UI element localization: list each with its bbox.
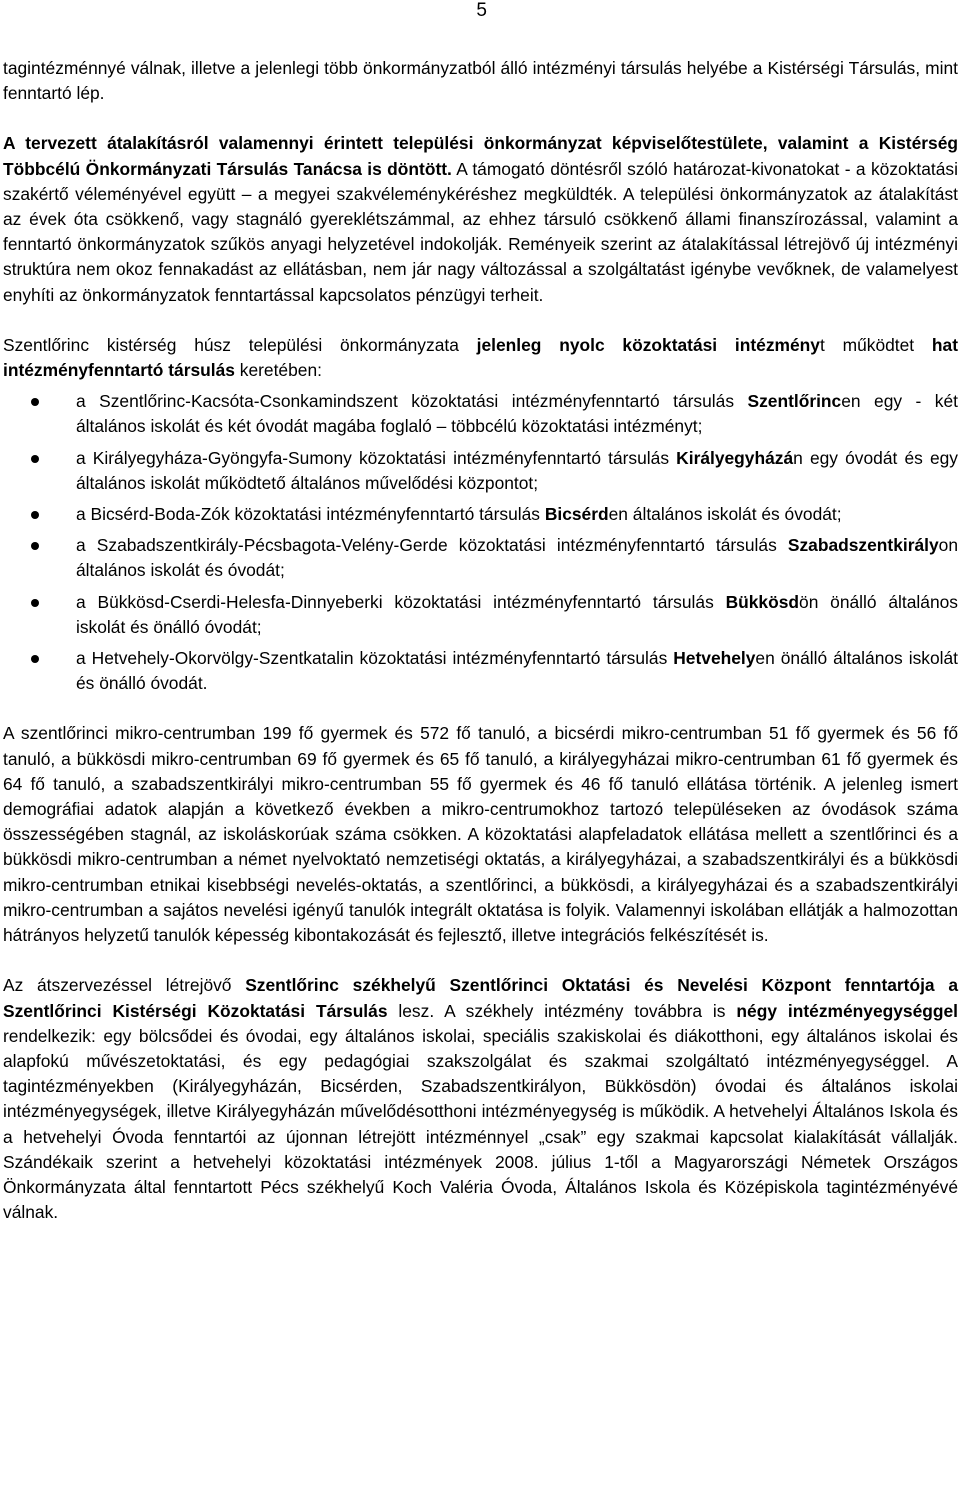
association-list xyxy=(3,389,958,696)
list-item xyxy=(3,590,958,640)
list-item-text: ön önálló általános iskolát és önálló óvodát; xyxy=(76,591,958,637)
paragraph-1: tagintézménnyé válnak, illetve a jelenlegi több önkormányzatból álló intézményi társulás helyébe a Kistérségi Társulás, mint fenntartó lép. xyxy=(3,58,958,104)
list-item xyxy=(3,446,958,496)
bullet-icon xyxy=(31,655,39,663)
bullet-icon xyxy=(31,398,39,406)
bullet-icon xyxy=(31,511,39,519)
list-item-text: a Királyegyháza-Gyöngyfa-Sumony közoktatási intézményfenntartó társulás xyxy=(76,447,677,468)
paragraph-5-bold: Szentlőrinc székhelyű Szentlőrinci Oktatási és Nevelési Központ fenntartója a Szentlőrinci Kistérségi Közoktatási Társulás xyxy=(3,975,958,1021)
paragraph-5-bold: négy intézményegységgel xyxy=(736,1000,958,1021)
paragraph-3-text: keretében: xyxy=(234,360,322,381)
list-item-text: en általános iskolát és óvodát; xyxy=(608,504,842,525)
paragraph-2-bold: A tervezett átalakításról valamennyi érintett települési önkormányzat képviselőtestülete, valamint a Kistérség Többcélú Önkormányzati Társulás Tanácsa is döntött. xyxy=(3,133,958,179)
bullet-icon xyxy=(31,599,39,607)
list-item-text: a Szentlőrinc-Kacsóta-Csonkamindszent közoktatási intézményfenntartó társulás xyxy=(76,391,748,412)
list-item-text: en önálló általános iskolát és önálló óvodát. xyxy=(76,648,958,694)
paragraph-3 xyxy=(3,333,958,383)
paragraph-3-text: Szentlőrinc kistérség húsz települési önkormányzata xyxy=(3,334,477,355)
paragraph-4: A szentlőrinci mikro-centrumban 199 fő gyermek és 572 fő tanuló, a bicsérdi mikro-centrumban 51 fő gyermek és 56 fő tanuló, a bükkösdi mikro-centrumban 69 fő gyermek és 65 fő tanuló, a királyegyházai mikro-centrumban 61 fő gyermek és 64 fő tanuló, a szabadszentkirályi mikro-centrumban 55 fő gyermek és 46 fő tanuló ellátása történik. A jelenleg ismert demográfiai adatok alapján a következő években a mikro-centrumokhoz tartozó településeken az óvodások száma összességében stagnál, az iskoláskorúak száma csökken. A közoktatási alapfeladatok ellátása mellett a szentlőrinci és a bükkösdi mikro-centrumban a német nyelvoktató nemzetiségi oktatás, a királyegyházai, a szabadszentkirályi és a bükkösdi mikro-centrumban etnikai kisebbségi nevelés-oktatás, a szentlőrinci, a bükkösdi, a királyegyházai és a szabadszentkirályi mikro-centrumban a sajátos nevelési igényű tanulók integrált oktatása is folyik. Valamennyi iskolában ellátják a halmozottan hátrányos helyzetű tanulók képesség kibontakozását és fejlesztő, illetve integrációs felkészítését is. xyxy=(3,723,958,946)
list-item-text: a Bükkösd-Cserdi-Helesfa-Dinnyeberki közoktatási intézményfenntartó társulás xyxy=(76,591,726,612)
list-item xyxy=(3,646,958,696)
paragraph-5 xyxy=(3,973,958,1225)
paragraph-3-bold: hat intézményfenntartó társulás xyxy=(3,334,958,381)
paragraph-2-text: A támogató döntésről szóló határozat-kivonatokat - a közoktatási szakértő véleményével együtt – a megyei szakvéleménykéréshez megküldték. A települési önkormányzatok az átalakítást az évek óta csökkenő, vagy stagnáló gyereklétszámmal, az ehhez társuló csökkenő állami finanszírozással, valamint a fenntartó önkormányzatok szűkös anyagi helyzetével indokolják. Reményeik szerint az átalakítással létrejövő új intézményi struktúra nem okoz fennakadást az ellátásban, nem jár nagy változással a szolgáltatást igénybe vevőknek, de valamelyest enyhíti az önkormányzatok fenntartással kapcsolatos pénzügyi terheit. xyxy=(3,158,958,305)
paragraph-3-text: t működtet xyxy=(819,334,932,355)
paragraph-5-text: Az átszervezéssel létrejövő xyxy=(3,975,246,996)
list-item-text: on általános iskolát és óvodát; xyxy=(76,535,958,581)
paragraph-2 xyxy=(3,131,958,307)
paragraph-5-text: rendelkezik: egy bölcsődei és óvodai, egy általános iskolai, speciális szakiskolai és diákotthoni, egy általános iskolai és alapfokú művészetoktatási, és egy pedagógiai szakszolgálat és szakmai szolgáltató intézményegységgel. A tagintézményekben (Királyegyházán, Bicsérden, Szabadszentkirályon, Bükkösdön) óvodai és általános iskolai intézményegységek, illetve Királyegyházán művelődésotthoni intézményegység is működik. A hetvehelyi Általános Iskola és a hetvehelyi Óvoda fenntartói az újonnan létrejött intézménnyel „csak” egy szakmai kapcsolat kialakítását vállalják. Szándékaik szerint a hetvehelyi közoktatási intézmények 2008. július 1-től a Magyarországi Németek Országos Önkormányzata által fenntartott Pécs székhelyű Koch Valéria Óvoda, Általános Iskola és Középiskola tagintézményévé válnak. xyxy=(3,1025,958,1223)
list-item-bold: Királyegyházá xyxy=(676,447,794,468)
list-item xyxy=(3,533,958,583)
list-item-text: a Bicsérd-Boda-Zók közoktatási intézményfenntartó társulás xyxy=(76,504,545,525)
bullet-icon xyxy=(31,542,39,550)
bullet-icon xyxy=(31,455,39,463)
paragraph-3-bold: jelenleg nyolc közoktatási intézmény xyxy=(476,334,820,355)
list-item-bold: Szabadszentkirály xyxy=(787,535,939,556)
list-item-text: en egy - két általános iskolát és két óvodát magába foglaló – többcélú közoktatási intézményt; xyxy=(76,391,958,437)
list-item xyxy=(3,502,958,527)
page-number: 5 xyxy=(476,0,487,21)
list-item-text: a Hetvehely-Okorvölgy-Szentkatalin közoktatási intézményfenntartó társulás xyxy=(76,648,674,669)
list-item-text: a Szabadszentkirály-Pécsbagota-Velény-Gerde közoktatási intézményfenntartó társulás xyxy=(76,535,788,556)
list-item-text: n egy óvodát és egy általános iskolát működtető általános művelődési központot; xyxy=(76,447,958,493)
document-body xyxy=(3,56,958,1225)
list-item-bold: Bicsérd xyxy=(544,504,609,525)
list-item-bold: Bükkösd xyxy=(725,591,800,612)
list-item-bold: Szentlőrinc xyxy=(747,391,842,412)
list-item-bold: Hetvehely xyxy=(673,648,756,669)
paragraph-5-text: lesz. A székhely intézmény továbbra is xyxy=(387,1000,737,1021)
list-item xyxy=(3,389,958,439)
